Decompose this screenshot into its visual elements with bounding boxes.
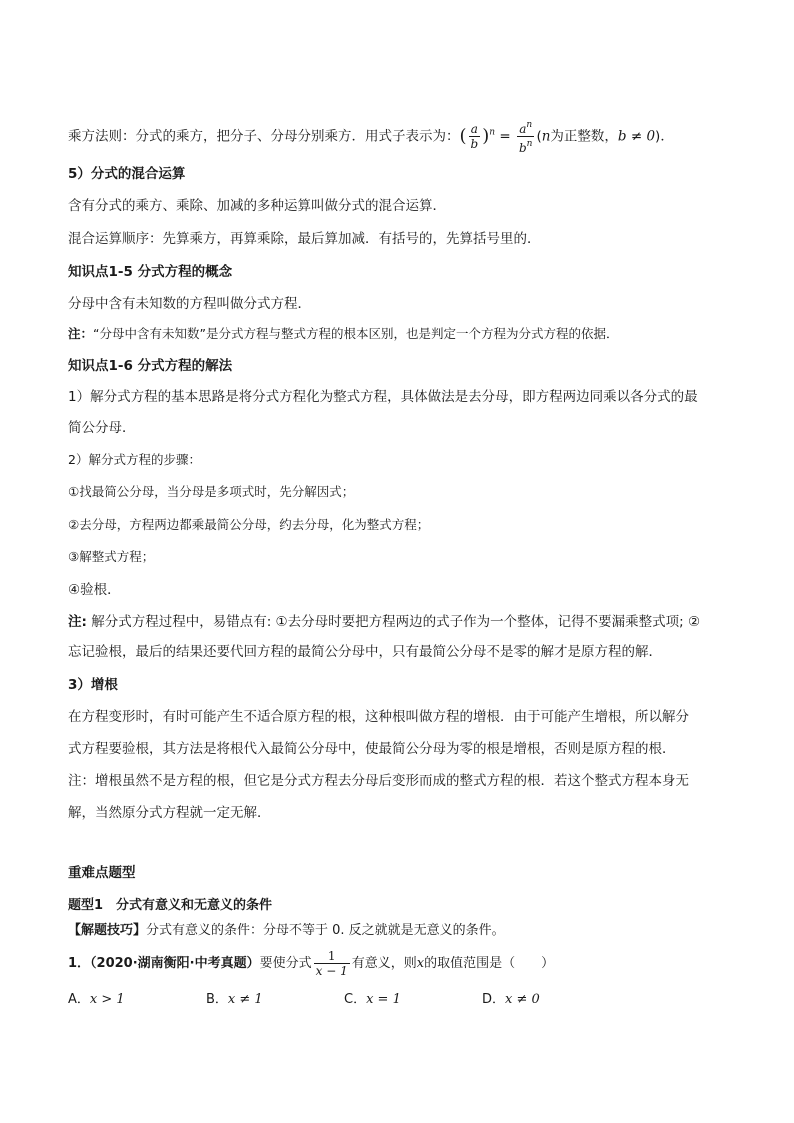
section-3-heading: 3）增根 (68, 677, 118, 693)
question-source: （2020·湖南衡阳·中考真题） (90, 956, 260, 971)
kp-1-6-note-b: 忘记验根，最后的结果还要代回方程的最简公分母中，只有最简公分母不是零的解才是原方程的解． (68, 644, 662, 660)
step-1: ①找最简公分母，当分母是多项式时，先分解因式； (68, 484, 355, 499)
kp-1-6-heading: 知识点1-6 分式方程的解法 (68, 358, 233, 374)
exponent: n (489, 127, 496, 138)
section-3-paragraph-2b: 解，当然原分式方程就一定无解． (68, 805, 271, 821)
option-a[interactable]: A．x > 1 (68, 992, 125, 1007)
kp-1-6-paragraph-1b: 简公分母． (68, 420, 136, 436)
kp-1-5-paragraph: 分母中含有未知数的方程叫做分式方程． (68, 296, 311, 312)
option-d[interactable]: D．x ≠ 0 (482, 992, 540, 1007)
solving-tip: 【解题技巧】分式有意义的条件：分母不等于 0. 反之就就是无意义的条件。 (68, 923, 505, 938)
rhs-fraction: $\frac{a^n}{b^n}$ (518, 120, 533, 155)
power-rule-line: 乘方法则：分式的乘方，把分子、分母分别乘方．用式子表示为：( $\frac{a}{b}$ )$^n$ = $\frac{a^n}{b^n}$ (n为正整数，b ≠ 0)． (68, 120, 674, 155)
answer-options (68, 990, 738, 1010)
question-fraction: $\frac{1}{x - 1}$ (315, 949, 348, 978)
section-3-paragraph-1b: 式方程要验根，其方法是将根代入最简公分母中，使最简公分母为零的根是增根，否则是原方程的根． (68, 741, 676, 757)
kp-1-5-heading: 知识点1-5 分式方程的概念 (68, 264, 233, 280)
step-2: ②去分母，方程两边都乘最简公分母，约去分母，化为整式方程； (68, 517, 430, 532)
note-label: 注: (68, 614, 87, 630)
section-5-heading: 5）分式的混合运算 (68, 166, 186, 182)
kp-1-5-note: 注：“分母中含有未知数”是分式方程与整式方程的根本区别，也是判定一个方程为分式方程的依据． (68, 326, 619, 341)
kp-1-6-paragraph-2: 2）解分式方程的步骤： (68, 452, 201, 467)
tip-label: 【解题技巧】 (68, 923, 147, 938)
section-3-paragraph-2a: 注：增根虽然不是方程的根，但它是分式方程去分母后变形而成的整式方程的根．若这个整式方程本身无 (68, 773, 689, 789)
type-1-heading: 题型1 分式有意义和无意义的条件 (68, 898, 273, 913)
types-heading: 重难点题型 (68, 865, 136, 881)
kp-1-6-note-a: 注: 解分式方程过程中，易错点有: ①去分母时要把方程两边的式子作为一个整体，记得不要漏乘整式项; ② (68, 614, 701, 630)
kp-1-6-paragraph-1a: 1）解分式方程的基本思路是将分式方程化为整式方程，具体做法是去分母，即方程两边同乘以各分式的最 (68, 389, 698, 405)
option-b[interactable]: B．x ≠ 1 (206, 992, 263, 1007)
section-5-paragraph-1: 含有分式的乘方、乘除、加减的多种运算叫做分式的混合运算． (68, 198, 446, 214)
lhs-fraction: $\frac{a}{b}$ (470, 122, 479, 151)
option-c[interactable]: C．x = 1 (344, 992, 401, 1007)
section-5-paragraph-2: 混合运算顺序：先算乘方，再算乘除，最后算加减．有括号的，先算括号里的． (68, 231, 541, 247)
power-rule-text: 乘方法则：分式的乘方，把分子、分母分别乘方．用式子表示为： (68, 128, 460, 145)
question-number: 1． (68, 956, 91, 971)
question-1: 1．（2020·湖南衡阳·中考真题）要使分式 $\frac{1}{x - 1}$ 有意义，则x的取值范围是（ ） (68, 949, 555, 978)
step-4: ④验根． (68, 582, 121, 598)
section-3-paragraph-1a: 在方程变形时，有时可能产生不适合原方程的根，这种根叫做方程的增根．由于可能产生增根，所以解分 (68, 709, 689, 725)
equals-sign: = (499, 128, 511, 145)
step-3: ③解整式方程； (68, 549, 155, 564)
note-label: 注： (68, 326, 94, 341)
